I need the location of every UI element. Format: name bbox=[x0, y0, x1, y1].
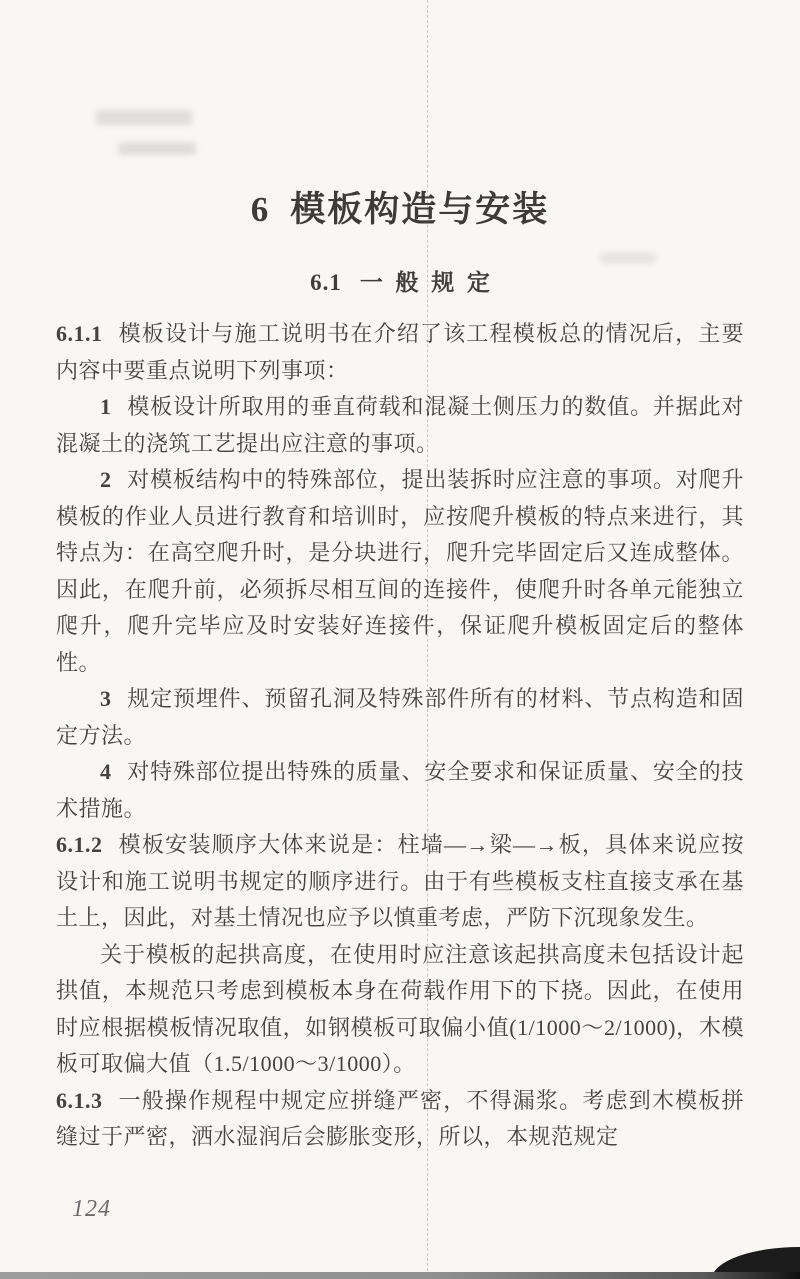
item-number: 2 bbox=[100, 467, 112, 492]
chapter-title: 模板构造与安装 bbox=[290, 190, 550, 229]
paragraph-text: 对模板结构中的特殊部位，提出装拆时应注意的事项。对爬升模板的作业人员进行教育和培训时，应按爬升模板的特点来进行，其特点为：在高空爬升时，是分块进行，爬升完毕固定后又连成整体。因此，在爬升前，必须拆尽相互间的连接件，使爬升时各单元能独立爬升，爬升完毕应及时安装好连接件，保证爬升模板固定后的整体性。 bbox=[56, 467, 744, 675]
clause-6-1-1 bbox=[56, 316, 744, 389]
clause-6-1-3 bbox=[56, 1083, 744, 1156]
clause-6-1-2 bbox=[56, 827, 744, 937]
scan-edge bbox=[0, 1272, 800, 1279]
list-item-2 bbox=[56, 462, 744, 681]
list-item-1 bbox=[56, 389, 744, 462]
chapter-number: 6 bbox=[250, 190, 271, 229]
paragraph-text: 一般操作规程中规定应拼缝严密，不得漏浆。考虑到木模板拼缝过于严密，洒水湿润后会膨胀变形，所以，本规范规定 bbox=[56, 1087, 744, 1149]
item-number: 4 bbox=[100, 759, 112, 784]
clause-number: 6.1.1 bbox=[56, 321, 103, 346]
list-item-3 bbox=[56, 681, 744, 754]
section-title: 一般规定 bbox=[359, 270, 503, 295]
item-number: 1 bbox=[100, 394, 112, 419]
clause-number: 6.1.3 bbox=[56, 1087, 103, 1113]
page-number: 124 bbox=[72, 1196, 111, 1222]
bleed-through-artifact bbox=[600, 252, 656, 264]
clause-number: 6.1.2 bbox=[56, 832, 103, 857]
paragraph-text: 规定预埋件、预留孔洞及特殊部件所有的材料、节点构造和固定方法。 bbox=[56, 686, 744, 748]
paragraph-text: 关于模板的起拱高度，在使用时应注意该起拱高度未包括设计起拱值，本规范只考虑到模板本身在荷载作用下的下挠。因此，在使用时应根据模板情况取值，如钢模板可取偏小值(1/1000～2/1000)，木模板可取偏大值（1.5/1000～3/1000）。 bbox=[56, 941, 744, 1076]
item-number: 3 bbox=[100, 686, 112, 711]
paragraph-text: 模板设计所取用的垂直荷载和混凝土侧压力的数值。并据此对混凝土的浇筑工艺提出应注意的事项。 bbox=[56, 394, 744, 456]
body-text bbox=[56, 316, 744, 1156]
list-item-4 bbox=[56, 754, 744, 827]
paragraph-text: 模板安装顺序大体来说是：柱墙—→梁—→板，具体来说应按设计和施工说明书规定的顺序进行。由于有些模板支柱直接支承在基土上，因此，对基土情况也应予以慎重考虑，严防下沉现象发生。 bbox=[56, 832, 744, 930]
paragraph-text: 模板设计与施工说明书在介绍了该工程模板总的情况后，主要内容中要重点说明下列事项： bbox=[56, 321, 744, 383]
paragraph-camber bbox=[56, 937, 744, 1083]
chapter-heading bbox=[0, 0, 800, 234]
section-heading bbox=[0, 268, 800, 298]
paragraph-text: 对特殊部位提出特殊的质量、安全要求和保证质量、安全的技术措施。 bbox=[56, 759, 744, 821]
section-number: 6.1 bbox=[310, 270, 342, 295]
